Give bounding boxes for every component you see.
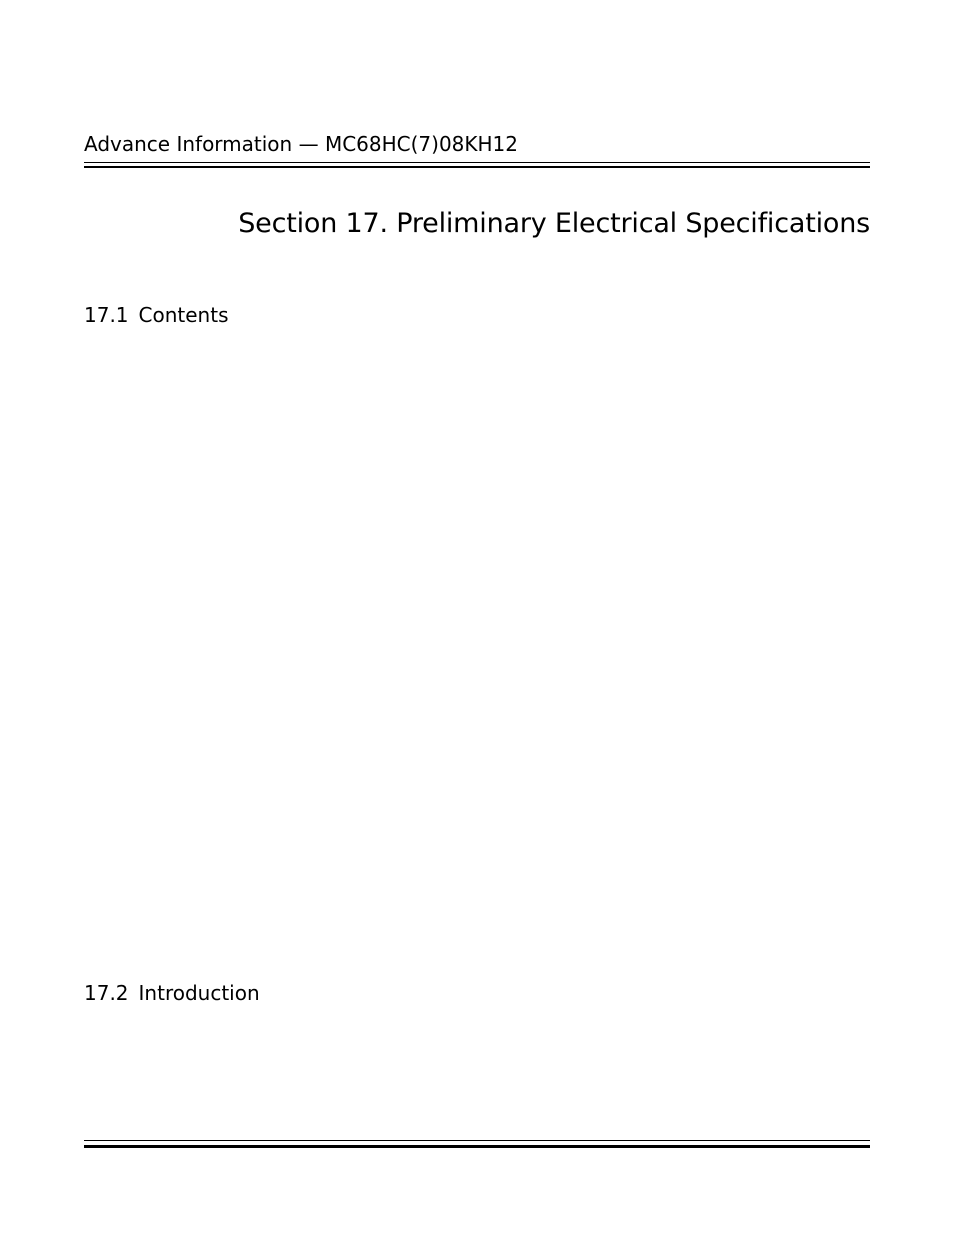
subsection-number: 17.2 [84,981,129,1005]
header-rule-thin [84,162,870,163]
footer-rule-thick [84,1145,870,1148]
subsection-heading-contents [84,302,229,328]
subsection-title: Contents [138,303,229,327]
subsection-heading-introduction [84,980,260,1006]
footer-rule-thin [84,1140,870,1141]
subsection-number: 17.1 [84,303,129,327]
running-header: Advance Information — MC68HC(7)08KH12 [84,132,518,156]
subsection-title: Introduction [138,981,260,1005]
header-rule-thick [84,166,870,168]
section-title: Section 17. Preliminary Electrical Specifications [238,208,870,239]
